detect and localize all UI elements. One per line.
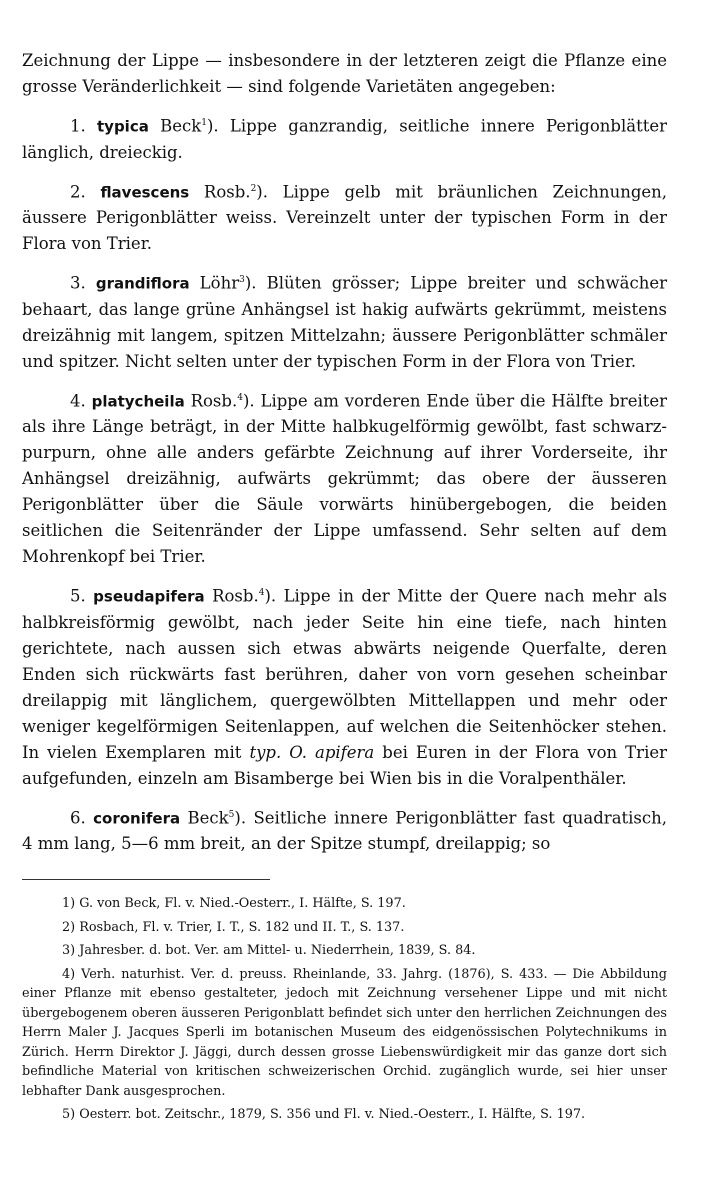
footnote-text: Verh. naturhist. Ver. d. preuss. Rheinlande, 33. Jahrg. (1876), S. 433. — Die Abbildung einer Pflanze mit ebenso gestalteter, jedoch mit Zeichnung versehener Lippe und mit nicht übergebogenem oberen äusseren Perigonblatt befindet sich unter den herrlichen Zeichnungen des Herrn Maler J. Jacques Sperli im botanischen Museum des eidgenössischen Polytechnikums in Zürich. Herrn Direktor J. Jäggi, durch dessen grosse Liebenswürdigkeit mir das ganze dort sich befindliche Material von kritischen schweizerischen Orchid. zugänglich wurde, sei hier unser lebhafter Dank ausgesprochen. [22, 966, 667, 1099]
variety-name: grandiflora [95, 274, 190, 293]
species-name-italic: typ. O. apifera [249, 742, 375, 762]
footnote-2 [22, 918, 667, 938]
variety-description: Lippe am vorderen Ende über die Hälfte breiter als ihre Länge beträgt, in der Mitte halbkugelförmig gewölbt, fast schwarz-purpurn, ohne alle anders gefärbte Zeichnung auf ihrer Vorderseite, ihr Anhängsel dreizähnig, aufwärts gekrümmt; das obere der äusseren Perigonblätter über die Säule vorwärts hinübergebogen, die beiden seitlichen die Seitenränder der Lippe umfassend. Sehr selten auf dem Mohrenkopf bei Trier. [22, 391, 668, 566]
variety-author: Beck [187, 808, 229, 827]
intro-paragraph: Zeichnung der Lippe — insbesondere in der letzteren zeigt die Pflanze eine grosse Veränderlichkeit — sind folgende Varietäten angegeben: [22, 51, 667, 96]
footnote-ref: 1 [201, 118, 207, 128]
variety-name: typica [97, 117, 149, 136]
variety-typica [22, 110, 667, 166]
variety-name: pseudapifera [93, 587, 205, 606]
variety-description: Lippe gelb mit bräunlichen Zeichnungen, äussere Perigonblätter weiss. Vereinzelt unter der typischen Form in der Flora von Trier. [22, 182, 668, 253]
footnote-ref: 2 [250, 183, 257, 194]
ref-close: ). [206, 116, 219, 136]
footnote-number: 3) [62, 943, 76, 958]
variety-description: Seitliche innere Perigonblätter fast quadratisch, 4 mm lang, 5—6 mm breit, an der Spitze stumpf, dreilappig; so [22, 808, 668, 853]
variety-description: Lippe ganzrandig, seitliche innere Perigonblätter länglich, dreieckig. [22, 116, 667, 162]
variety-pseudapifera [22, 580, 667, 792]
footnote-ref: 4 [237, 392, 243, 403]
footnote-number: 2) [62, 919, 76, 935]
variety-author: Löhr [199, 273, 240, 293]
variety-flavescens [22, 176, 667, 258]
document-page [22, 40, 667, 1125]
ref-close: ). [234, 808, 247, 827]
variety-number: 4. [70, 391, 86, 410]
variety-number: 6. [70, 808, 86, 827]
footnote-divider [22, 879, 270, 880]
footnote-number: 5) [62, 1107, 76, 1122]
ref-close: ). [244, 273, 257, 293]
footnote-text: Oesterr. bot. Zeitschr., 1879, S. 356 und Fl. v. Nied.-Oesterr., I. Hälfte, S. 197. [79, 1107, 586, 1122]
footnote-ref: 5 [228, 809, 235, 820]
footnote-ref: 3 [239, 275, 245, 285]
footnote-text: G. von Beck, Fl. v. Nied.-Oesterr., I. Hälfte, S. 197. [79, 896, 406, 911]
footnote-1 [22, 894, 667, 914]
ref-close: ). [264, 586, 277, 606]
variety-description: Blüten grösser; Lippe breiter und schwächer behaart, das lange grüne Anhängsel ist hakig aufwärts gekrümmt, meistens dreizähnig mit langem, spitzen Mittelzahn; äussere Perigonblätter schmäler und spitzer. Nicht selten unter der typischen Form in der Flora von Trier. [22, 273, 668, 371]
variety-number: 3. [70, 273, 86, 293]
variety-name: platycheila [91, 392, 185, 410]
variety-number: 2. [70, 182, 86, 201]
variety-grandiflora [22, 267, 667, 375]
variety-number: 1. [70, 116, 86, 136]
variety-author: Beck [160, 116, 202, 136]
variety-author: Rosb. [212, 586, 259, 606]
footnote-text: Jahresber. d. bot. Ver. am Mittel- u. Niederrhein, 1839, S. 84. [79, 943, 476, 958]
variety-description-continued: bei Euren in der Flora von Trier aufgefunden, einzeln am Bisamberge bei Wien bis in die Voralpenthäler. [22, 742, 667, 788]
footnote-text: Rosbach, Fl. v. Trier, I. T., S. 182 und II. T., S. 137. [79, 919, 405, 935]
variety-name: flavescens [100, 183, 190, 201]
footnote-4 [22, 965, 667, 1102]
ref-close: ). [256, 182, 268, 201]
footnotes [22, 894, 667, 1125]
footnote-number: 4) [62, 966, 76, 982]
footnote-ref: 4 [258, 588, 265, 598]
variety-coronifera [22, 802, 667, 858]
footnote-3 [22, 941, 667, 961]
variety-name: coronifera [93, 809, 181, 827]
ref-close: ). [242, 391, 255, 410]
variety-number: 5. [70, 586, 86, 606]
main-text [22, 48, 667, 857]
variety-author: Rosb. [203, 182, 251, 201]
variety-description: Lippe in der Mitte der Quere nach mehr als halbkreisförmig gewölbt, nach jeder Seite hin eine tiefe, nach hinten gerichtete, nach aussen sich etwas abwärts neigende Querfalte, deren Enden sich rückwärts fast berühren, daher von vorn gesehen scheinbar dreilappig mit länglichem, quergewölbten Mittellappen und mehr oder weniger kegelförmigen Seitenlappen, auf welchen die Seitenhöcker stehen. In vielen Exemplaren mit [22, 586, 667, 762]
footnote-number: 1) [62, 896, 76, 911]
variety-author: Rosb. [190, 391, 238, 410]
footnote-5 [22, 1105, 667, 1125]
variety-platycheila [22, 385, 667, 571]
